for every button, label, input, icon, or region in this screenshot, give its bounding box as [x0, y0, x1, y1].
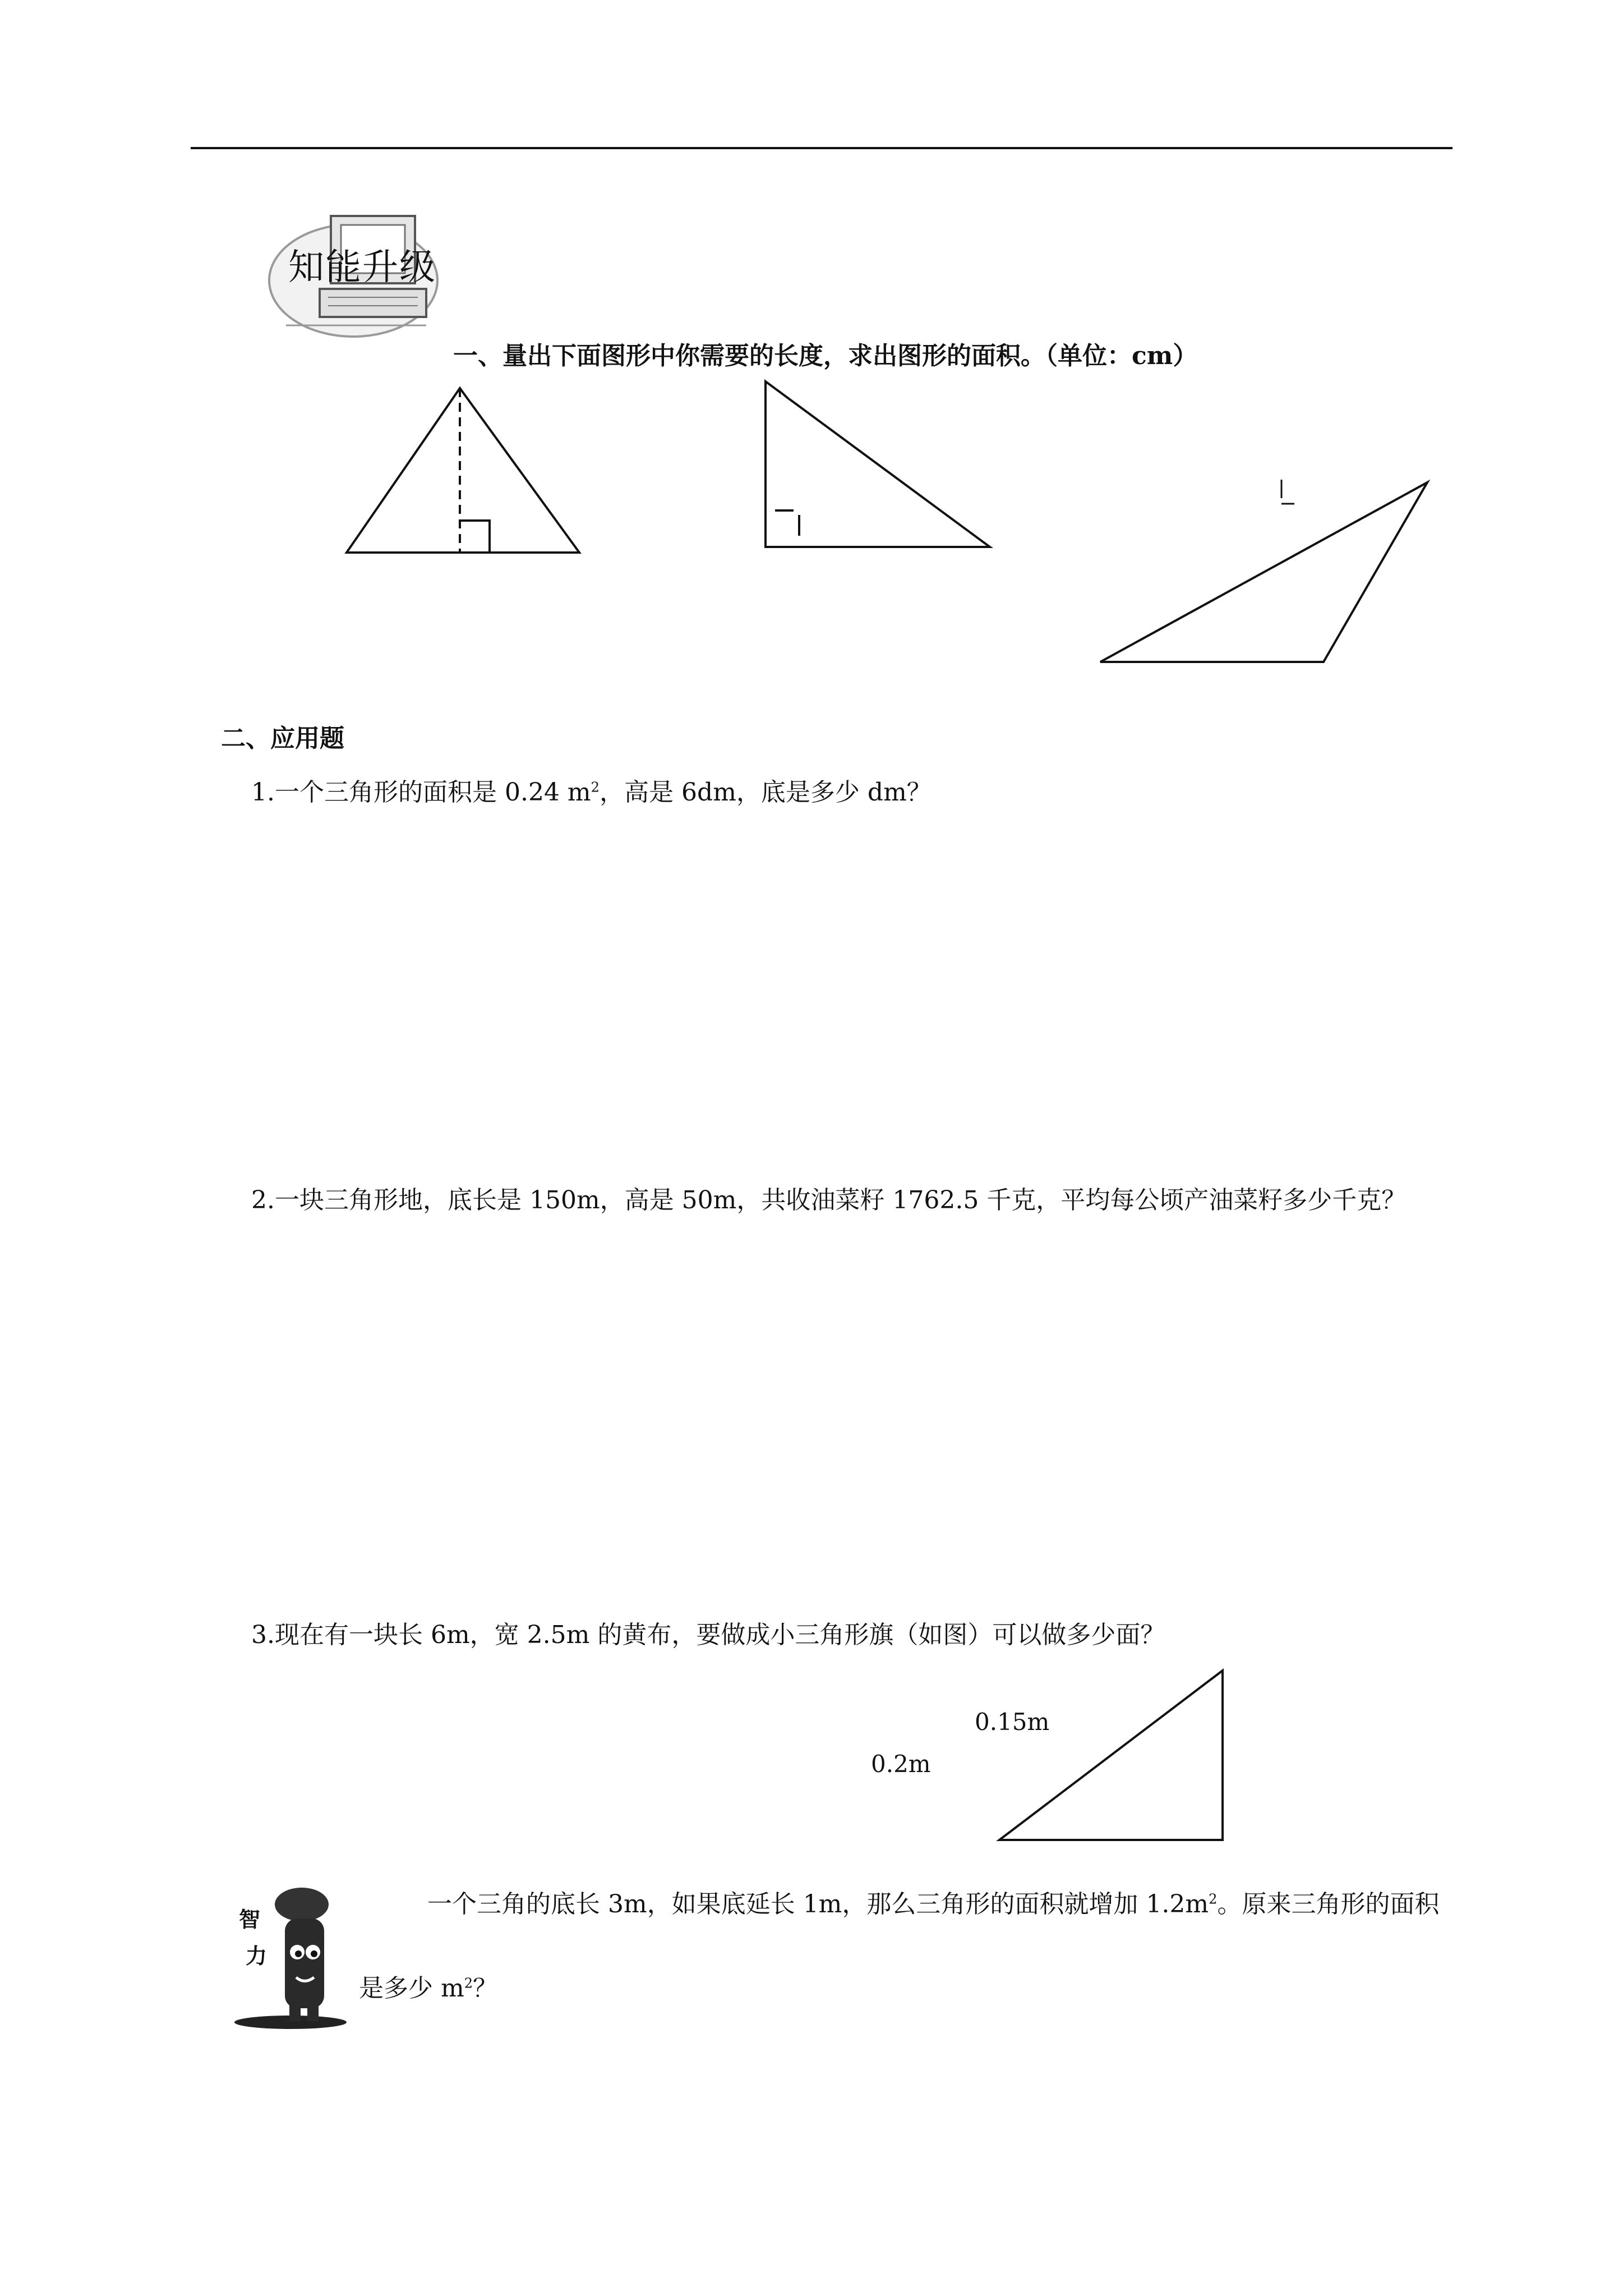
bonus-question: 一个三角的底长 3m，如果底延长 1m，那么三角形的面积就增加 $1.2m^2$。原来三角形的面积是多少 $m^2$？: [359, 1890, 1440, 2003]
badge-title: 知能升级: [288, 247, 436, 288]
section-2-heading: 二、应用题: [221, 724, 344, 753]
right-triangle: [766, 381, 990, 547]
flag-triangle: [999, 1671, 1223, 1840]
question-2: 2.一块三角形地，底长是 150m，高是 50m，共收油菜籽 1762.5 千克，平均每公顷产油菜籽多少千克？: [251, 1186, 1407, 1214]
flag-side-label: 0.15m: [975, 1708, 1050, 1736]
flag-height-label: 0.2m: [871, 1750, 931, 1778]
mascot-icon: [229, 1879, 352, 2031]
intelligence-badge: [229, 1879, 352, 2031]
obtuse-triangle: [1100, 480, 1427, 662]
badge-char-2: 力: [246, 1944, 268, 1968]
section-1-heading: 一、量出下面图形中你需要的长度，求出图形的面积。（单位：cm）: [453, 342, 1198, 370]
question-1: 1.一个三角形的面积是 0.24 $m^2$，高是 6dm，底是多少 dm？: [251, 778, 932, 807]
question-3: 3.现在有一块长 6m，宽 2.5m 的黄布，要做成小三角形旗（如图）可以做多少面？: [251, 1621, 1165, 1649]
isosceles-triangle: [347, 388, 579, 553]
badge-char-1: 智: [239, 1907, 261, 1932]
